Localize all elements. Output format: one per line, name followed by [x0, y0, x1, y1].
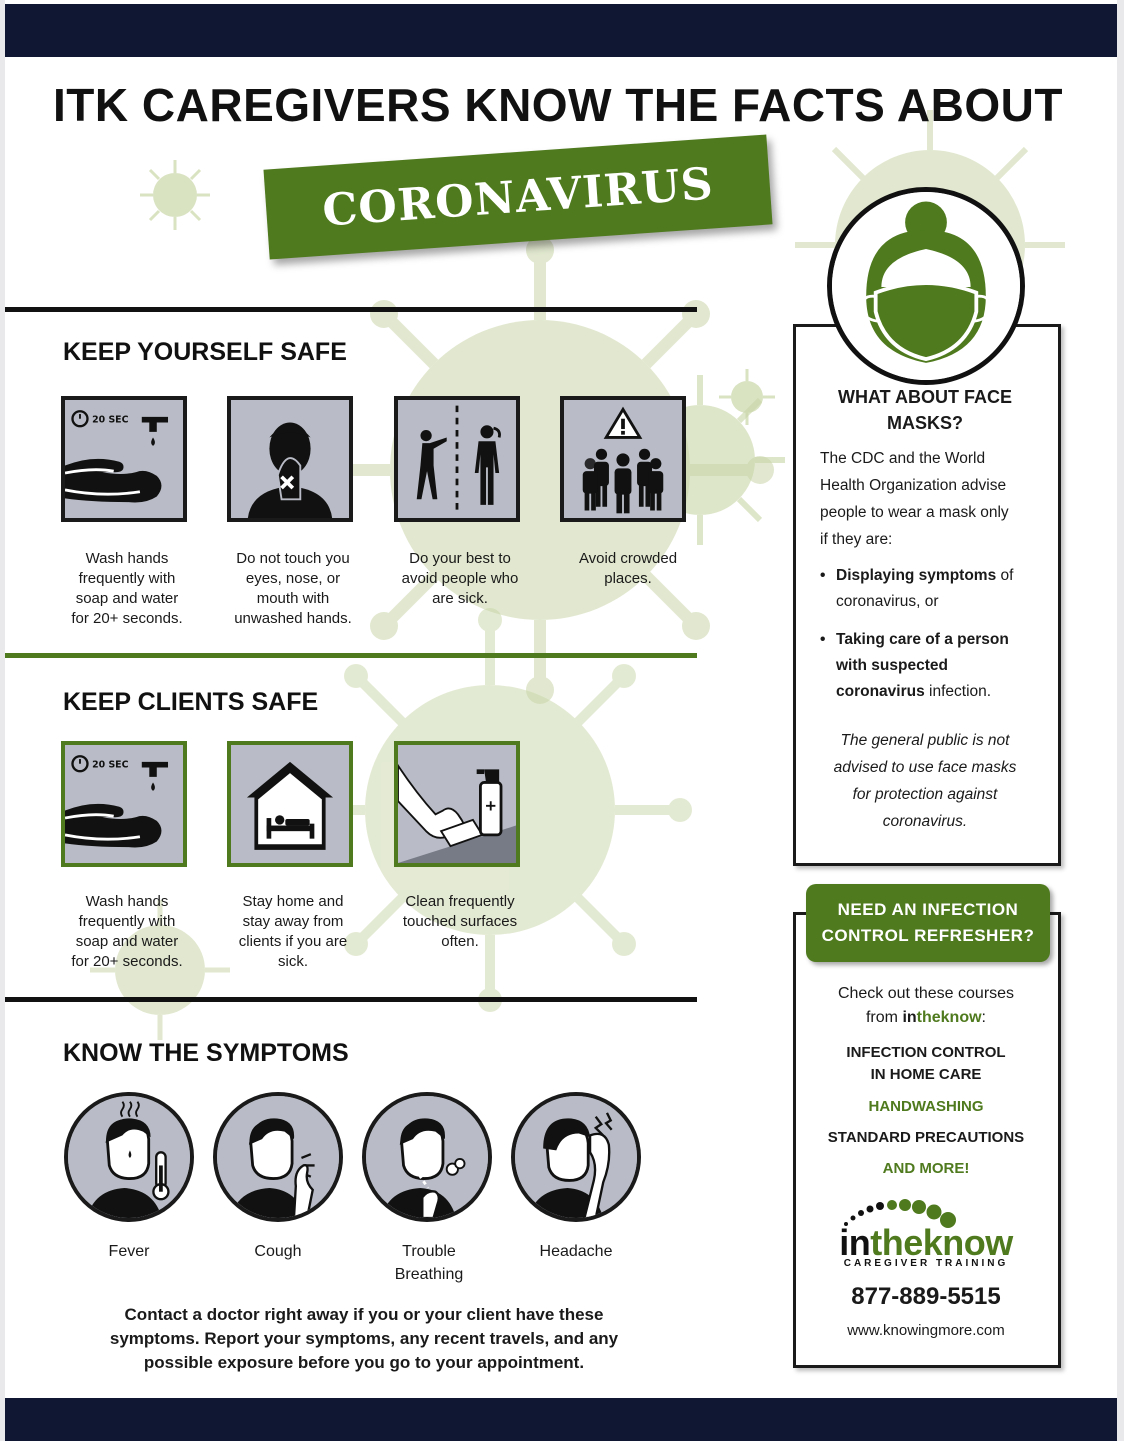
contact-doctor-note: Contact a doctor right away if you or your client have these symptoms. Report your symptoms, any recent travels, and any possible exposure before you go to your appointment.: [109, 1305, 619, 1372]
website-link[interactable]: www.knowingmore.com: [847, 1322, 1005, 1339]
fever-label: Fever: [108, 1243, 150, 1260]
crowd-warning-icon: [564, 400, 682, 518]
course-and-more: AND MORE!: [882, 1160, 970, 1177]
keep-clients-safe-title: KEEP CLIENTS SAFE: [63, 688, 319, 716]
cough-icon: [217, 1096, 339, 1218]
caption-no-face-touch: Do not touch you eyes, nose, or mouth with unwashed hands.: [234, 550, 352, 627]
distance-tile: [394, 396, 520, 522]
caption-handwashing: Wash hands frequently with soap and water for 20+ seconds.: [71, 550, 183, 627]
header-bar: [5, 4, 1117, 57]
footer-bar: [5, 1398, 1117, 1441]
distance-icon: [398, 400, 516, 518]
cough-circle: [213, 1092, 343, 1222]
keep-yourself-safe-title: KEEP YOURSELF SAFE: [63, 338, 347, 366]
divider-middle: [5, 653, 697, 658]
clean-surface-tile: [394, 741, 520, 867]
no-face-touch-tile: [227, 396, 353, 522]
page-edge-left: [0, 0, 5, 1441]
bullet-symptoms: • Displaying symptoms of coronavirus, or: [820, 563, 1042, 615]
page-edge-right: [1117, 0, 1124, 1441]
stay-home-tile: [227, 741, 353, 867]
client-handwashing-tile: [61, 741, 187, 867]
face-masks-title: WHAT ABOUT FACE MASKS?: [838, 387, 1012, 433]
cough-label: Cough: [254, 1243, 302, 1260]
main-title: ITK CAREGIVERS KNOW THE FACTS ABOUT: [53, 79, 1063, 131]
check-courses-text: Check out these courses from intheknow:: [837, 985, 1015, 1026]
banner-text: CORONAVIRUS: [320, 157, 716, 237]
no-face-touch-icon: [231, 400, 349, 518]
logo-subtitle: CAREGIVER TRAINING: [843, 1258, 1009, 1269]
face-masks-body: The CDC and the World Health Organization advise people to wear a mask only if they are:: [820, 450, 1009, 548]
timer-label: 20 SEC: [92, 414, 129, 426]
clean-surface-icon: [398, 745, 516, 863]
handwashing-icon: [65, 400, 183, 518]
face-masks-note: The general public is not advised to use face masks for protection against coronavirus.: [833, 732, 1017, 830]
know-the-symptoms-title: KNOW THE SYMPTOMS: [63, 1039, 349, 1067]
crowd-warning-tile: [560, 396, 686, 522]
caption-crowd: Avoid crowded places.: [578, 550, 678, 587]
fever-circle: [64, 1092, 194, 1222]
course-standard-precautions: STANDARD PRECAUTIONS: [827, 1129, 1025, 1146]
trouble-breathing-circle: [362, 1092, 492, 1222]
headache-icon: [515, 1096, 637, 1218]
caption-stay-home: Stay home and stay away from clients if you are sick.: [238, 893, 348, 970]
refresher-banner: NEED AN INFECTION CONTROL REFRESHER?: [806, 884, 1050, 962]
stay-home-icon: [231, 745, 349, 863]
headache-label: Headache: [539, 1243, 613, 1260]
course-handwashing: HANDWASHING: [868, 1098, 984, 1115]
mask-avatar: [827, 187, 1025, 385]
timer-label: 20 SEC: [92, 759, 129, 771]
headache-circle: [511, 1092, 641, 1222]
trouble-breathing-label: Trouble Breathing: [394, 1243, 464, 1283]
face-masks-bullets: [820, 563, 1042, 717]
caption-distance: Do your best to avoid people who are sick.: [401, 550, 519, 607]
trouble-breathing-icon: [366, 1096, 488, 1218]
masked-face-icon: [832, 192, 1020, 380]
virus-decoration-icon: [135, 155, 215, 235]
course-infection-control: INFECTION CONTROL IN HOME CARE: [846, 1044, 1006, 1083]
handwashing-icon: [65, 745, 183, 863]
phone-number[interactable]: 877-889-5515: [851, 1283, 1001, 1310]
fever-icon: [68, 1096, 190, 1218]
handwashing-tile: [61, 396, 187, 522]
bullet-caring: • Taking care of a person with suspected coronavirus infection.: [820, 627, 1042, 705]
divider-lower: [5, 997, 697, 1002]
virus-decoration-icon: [715, 365, 779, 429]
divider-top: [5, 307, 697, 312]
caption-clean-surface: Clean frequently touched surfaces often.: [402, 893, 518, 950]
caption-client-handwashing: Wash hands frequently with soap and water for 20+ seconds.: [71, 893, 183, 970]
intheknow-logo: intheknow: [839, 1222, 1013, 1263]
